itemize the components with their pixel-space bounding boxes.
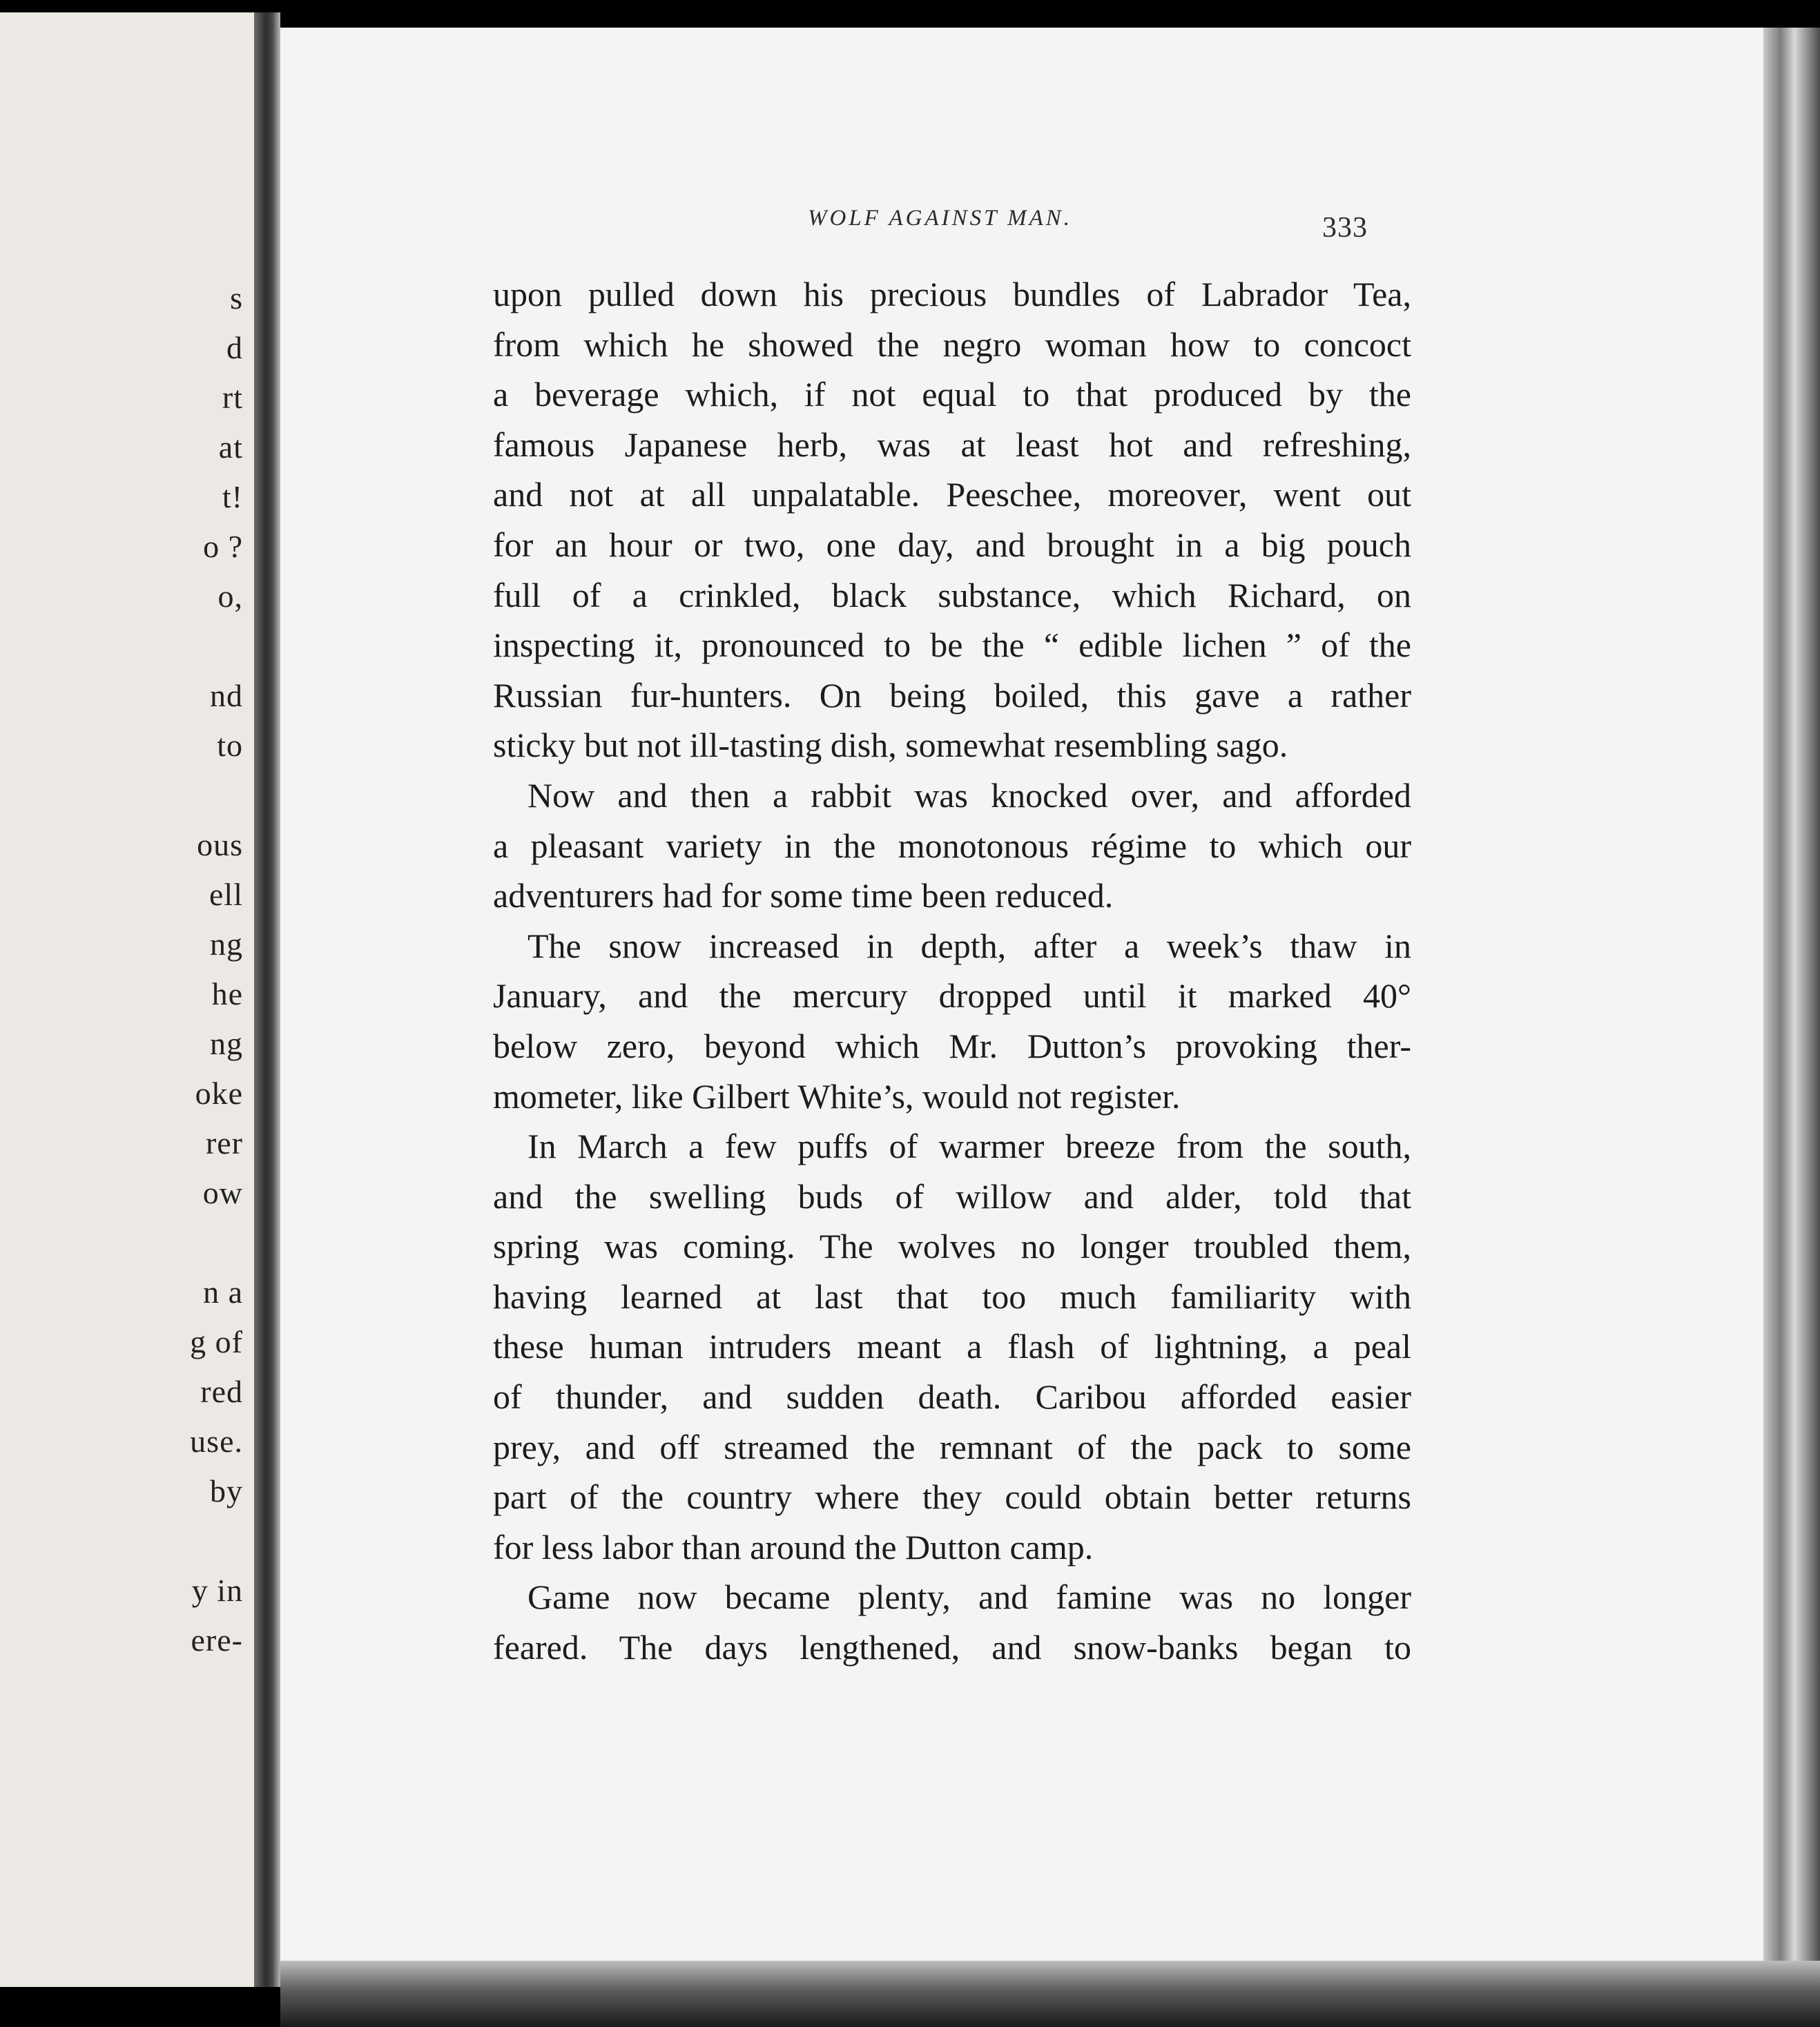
left-page-fragment: ell bbox=[209, 877, 243, 912]
text-line: spring was coming. The wolves no longer troubled them, bbox=[493, 1227, 1411, 1266]
page-edge-right bbox=[1763, 28, 1820, 2027]
paragraph bbox=[493, 770, 1411, 921]
left-page-fragment: s bbox=[230, 280, 243, 316]
text-line: part of the country where they could obtain better returns bbox=[493, 1477, 1411, 1517]
running-head: WOLF AGAINST MAN. bbox=[808, 206, 1073, 231]
text-line: a pleasant variety in the monotonous régime to which our bbox=[493, 826, 1411, 865]
left-page-fragment: d bbox=[226, 330, 243, 365]
text-line: Game now became plenty, and famine was no longer bbox=[527, 1578, 1411, 1617]
text-line: and not at all unpalatable. Peeschee, moreover, went out bbox=[493, 475, 1411, 514]
left-page-fragment: nd bbox=[210, 678, 243, 713]
left-page-fragment: to bbox=[217, 728, 243, 763]
left-page-fragment: y in bbox=[191, 1573, 243, 1608]
left-page-fragment: o ? bbox=[203, 529, 243, 564]
text-line: mometer, like Gilbert White’s, would not register. bbox=[493, 1076, 1181, 1116]
left-page-fragment: use. bbox=[190, 1424, 243, 1459]
text-line: In March a few puffs of warmer breeze from the south, bbox=[527, 1127, 1411, 1166]
left-page-fragment: he bbox=[211, 976, 243, 1011]
text-line: and the swelling buds of willow and alder, told that bbox=[493, 1176, 1411, 1216]
page-number: 333 bbox=[1322, 212, 1368, 244]
left-page-fragment: ere- bbox=[191, 1622, 243, 1658]
text-line: feared. The days lengthened, and snow-banks began to bbox=[493, 1628, 1411, 1667]
text-line: from which he showed the negro woman how to concoct bbox=[493, 324, 1411, 364]
book-gutter bbox=[254, 12, 280, 1987]
left-page-fragment: ous bbox=[197, 827, 243, 862]
text-line: upon pulled down his precious bundles of Labrador Tea, bbox=[493, 275, 1411, 313]
text-line: famous Japanese herb, was at least hot and refreshing, bbox=[493, 425, 1411, 464]
left-page-fragment: rt bbox=[222, 380, 243, 415]
left-page-fragment: rer bbox=[205, 1125, 243, 1161]
text-line: of thunder, and sudden death. Caribou afforded easier bbox=[493, 1377, 1411, 1417]
left-page-fragment: red bbox=[200, 1374, 243, 1409]
page-edge-bottom bbox=[280, 1961, 1820, 2027]
left-page-fragment: ow bbox=[202, 1175, 243, 1210]
text-line: full of a crinkled, black substance, which Richard, on bbox=[493, 575, 1411, 614]
left-page-fragment: ng bbox=[210, 1026, 243, 1061]
left-page-fragment: by bbox=[210, 1473, 243, 1509]
left-page-fragment: ng bbox=[210, 927, 243, 962]
text-line: inspecting it, pronounced to be the “ edible lichen ” of the bbox=[493, 625, 1411, 665]
left-page-fragment: at bbox=[218, 429, 243, 465]
body-text bbox=[493, 269, 1411, 1673]
text-line: below zero, beyond which Mr. Dutton’s provoking ther- bbox=[493, 1026, 1411, 1065]
paragraph bbox=[493, 269, 1411, 770]
left-page-fragment: oke bbox=[195, 1076, 243, 1111]
left-page-fragment: o, bbox=[217, 579, 243, 614]
text-line: a beverage which, if not equal to that produced by the bbox=[493, 375, 1411, 414]
left-page-fragment: g of bbox=[190, 1324, 243, 1359]
left-page-fragment: n a bbox=[203, 1274, 243, 1310]
text-line: adventurers had for some time been reduced. bbox=[493, 876, 1114, 915]
text-line: January, and the mercury dropped until it marked 40° bbox=[493, 976, 1411, 1016]
text-line: sticky but not ill-tasting dish, somewhat resembling sago. bbox=[493, 726, 1288, 765]
left-page-fragment: t! bbox=[222, 479, 243, 514]
paragraph bbox=[493, 1572, 1411, 1672]
text-line: Russian fur-hunters. On being boiled, this gave a rather bbox=[493, 675, 1411, 715]
text-line: for less labor than around the Dutton camp. bbox=[493, 1527, 1094, 1567]
text-line: these human intruders meant a flash of lightning, a peal bbox=[493, 1327, 1411, 1366]
text-line: The snow increased in depth, after a week’s thaw in bbox=[527, 926, 1411, 965]
text-line: Now and then a rabbit was knocked over, and afforded bbox=[527, 775, 1411, 815]
text-line: prey, and off streamed the remnant of the pack to some bbox=[493, 1427, 1411, 1466]
text-line: for an hour or two, one day, and brought in a big pouch bbox=[493, 525, 1411, 564]
paragraph bbox=[493, 921, 1411, 1121]
paragraph bbox=[493, 1121, 1411, 1572]
text-line: having learned at last that too much familiarity with bbox=[493, 1277, 1411, 1316]
previous-page-fragment bbox=[0, 12, 254, 1987]
